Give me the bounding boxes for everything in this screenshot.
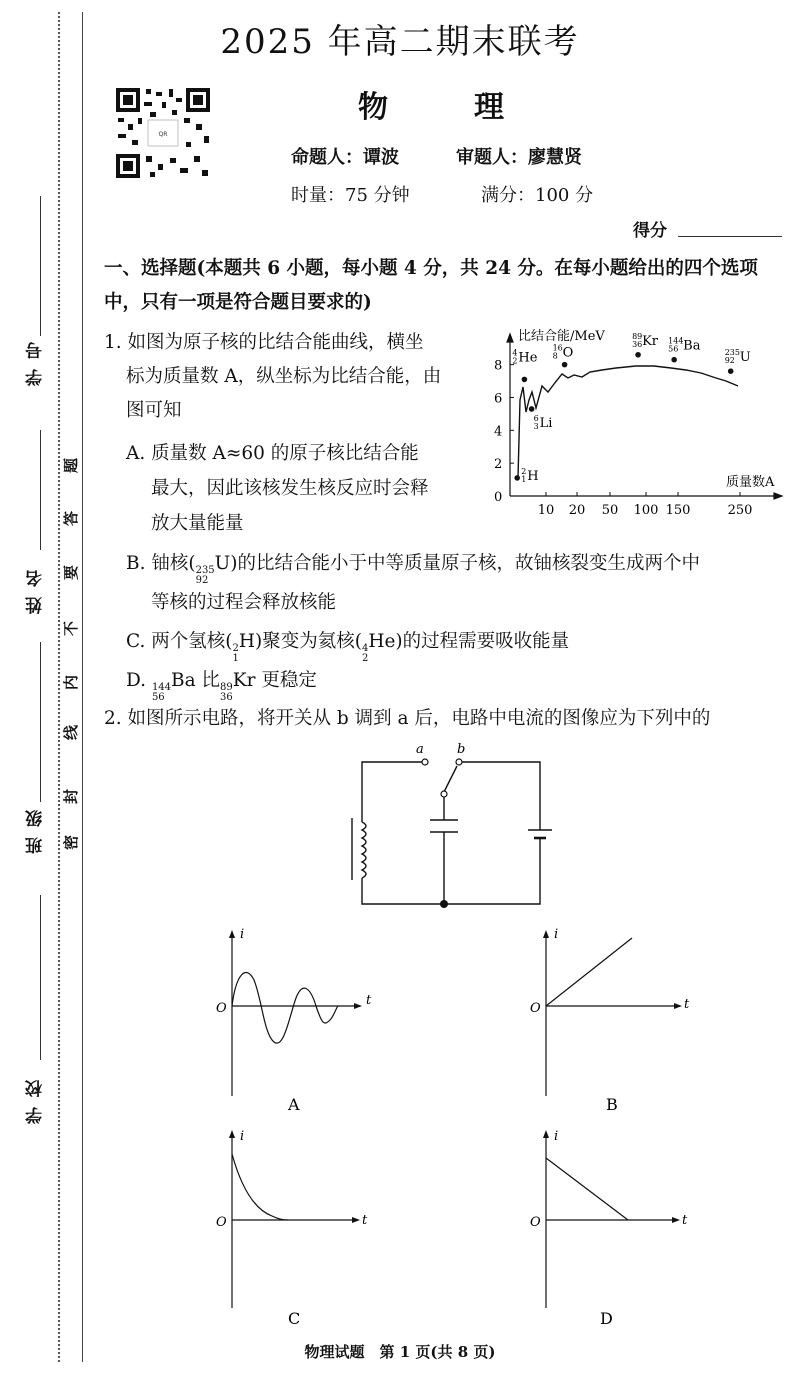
chart-x-arrow [774, 493, 782, 499]
chart-point-atomic-number: 3 [533, 421, 539, 431]
deuterium-mass: 2 [232, 643, 239, 654]
solid-binding-line [82, 12, 83, 1362]
q1-option-d-mid: Ba 比 [171, 670, 221, 691]
graph-b-letter: B [606, 1095, 618, 1114]
name-blank[interactable] [40, 430, 41, 550]
chart-data-point [522, 377, 528, 383]
q1-option-a-line: A. 质量数 A≈60 的原子核比结合能 [126, 443, 419, 464]
chart-y-tick-label: 6 [494, 391, 503, 407]
q1-option-c[interactable] [126, 629, 569, 664]
deuterium-z: 1 [232, 653, 239, 664]
graph-d-letter: D [600, 1309, 613, 1328]
graph-d-t-label: t [682, 1213, 688, 1228]
chart-x-tick-label: 50 [601, 503, 619, 518]
chart-x-label: 质量数A [726, 475, 775, 490]
chart-point-atomic-number: 56 [668, 344, 679, 354]
notice-char: 题 [62, 457, 81, 474]
q1-option-c-mid: H)聚变为氦核( [238, 631, 362, 652]
chart-x-tick-label: 100 [633, 503, 659, 518]
chart-data-point [671, 357, 677, 363]
chart-point-atomic-number: 2 [512, 356, 518, 366]
q1-option-c-text: He)的过程需要吸收能量 [368, 631, 570, 652]
q2-stem: 2. 如图所示电路，将开关从 b 调到 a 后，电路中电流的图像应为下列中的 [104, 708, 711, 729]
graph-option-d[interactable] [528, 1124, 698, 1330]
q1-option-c-prefix: C. 两个氢核( [126, 631, 233, 652]
graph-b-i-label: i [554, 927, 559, 942]
q1-option-d[interactable] [126, 668, 317, 703]
barium-mass: 144 [151, 682, 172, 693]
graph-b-t-arrow [674, 1003, 682, 1009]
exam-title: 2025 年高二期末联考 [220, 22, 580, 62]
graph-c-letter: C [288, 1309, 301, 1328]
graph-c-exponential-decay [232, 1154, 288, 1220]
chart-point-element-symbol: Li [539, 415, 553, 431]
q1-option-d-prefix: D. [126, 670, 152, 691]
chart-point-atomic-number: 1 [521, 474, 527, 484]
graph-c-t-arrow [352, 1217, 360, 1223]
notice-char: 内 [62, 674, 81, 691]
notice-char: 不 [62, 620, 81, 637]
chart-x-tick-label: 20 [568, 503, 586, 518]
class-blank[interactable] [40, 642, 41, 802]
section-heading [104, 252, 784, 320]
helium-mass: 4 [361, 643, 369, 654]
chart-point-element-symbol: Ba [683, 338, 701, 354]
graph-option-b[interactable] [528, 924, 698, 1114]
duration: 时量：75 分钟 [291, 185, 410, 206]
graph-b-linear-increase [546, 938, 632, 1006]
graph-b-origin: O [530, 1001, 541, 1016]
switch-contact-b[interactable] [456, 759, 462, 765]
chart-point-mass-number: 144 [668, 336, 684, 346]
chart-point-element-symbol: Kr [642, 333, 659, 349]
switch-blade [444, 766, 457, 792]
graph-a-i-arrow [229, 930, 235, 938]
q1-option-b-prefix: B. 铀核( [126, 553, 196, 574]
circuit-left-wire [362, 762, 422, 822]
chart-y-tick-label: 0 [494, 490, 503, 505]
chart-data-point [728, 368, 734, 374]
score-label: 得分 [633, 221, 667, 241]
inductor-coil-icon [362, 822, 366, 878]
notice-char: 线 [62, 724, 81, 741]
chart-point-atomic-number: 36 [632, 339, 643, 349]
graph-a-t-label: t [366, 993, 372, 1008]
full-score: 满分：100 分 [481, 185, 594, 206]
chart-point-atomic-number: 8 [552, 351, 558, 361]
chart-x-tick-label: 150 [665, 503, 691, 518]
chart-point-element-symbol: He [518, 350, 538, 366]
graph-d-t-arrow [672, 1217, 680, 1223]
krypton-z: 36 [220, 692, 233, 703]
graph-b-i-arrow [543, 930, 549, 938]
chart-data-point [635, 352, 641, 358]
switch-label-a: a [416, 742, 424, 757]
chart-point-mass-number: 16 [552, 343, 563, 353]
notice-char: 密 [62, 834, 81, 851]
graph-d-i-arrow [543, 1130, 549, 1138]
notice-char: 答 [62, 510, 81, 527]
school-blank[interactable] [40, 895, 41, 1060]
chart-point-element-symbol: U [739, 350, 751, 366]
chart-data-point [529, 406, 535, 412]
chart-point-mass-number: 6 [533, 413, 539, 423]
graph-c-i-label: i [240, 1129, 245, 1144]
student-id-label: 学 号 [26, 340, 46, 386]
graph-d-linear-decrease [546, 1158, 628, 1220]
q1-stem-line: 标为质量数 A，纵坐标为比结合能，由 [126, 366, 442, 387]
q1-stem-line: 1. 如图为原子核的比结合能曲线，横坐 [104, 332, 424, 353]
reviewer: 审题人：廖慧贤 [456, 147, 582, 168]
circuit-right-wire [460, 762, 540, 830]
q1-option-b-text: U)的比结合能小于中等质量原子核，故铀核裂变生成两个中 [214, 553, 700, 574]
q1-option-a-line: 最大，因此该核发生核反应时会释 [151, 478, 429, 499]
graph-a-i-label: i [240, 927, 245, 942]
q1-option-d-text: Kr 更稳定 [232, 670, 317, 691]
chart-point-mass-number: 4 [512, 348, 518, 358]
chart-point-mass-number: 235 [724, 348, 740, 358]
chart-point-mass-number: 2 [521, 466, 527, 476]
chart-point-element-symbol: O [562, 345, 574, 361]
chart-y-tick-label: 4 [494, 424, 503, 440]
chart-y-arrow [507, 334, 513, 342]
chart-x-tick-label: 10 [537, 503, 555, 518]
chart-point-atomic-number: 92 [724, 356, 735, 366]
chart-y-tick-label: 8 [494, 358, 503, 374]
q1-option-b[interactable] [126, 551, 700, 586]
graph-a-t-arrow [354, 1003, 362, 1009]
setter: 命题人：谭波 [291, 147, 399, 168]
graph-option-a[interactable] [212, 924, 372, 1114]
circuit-bottom-wire [362, 838, 540, 904]
chart-x-tick-label: 250 [727, 503, 753, 518]
graph-a-damped-oscillation [232, 972, 338, 1043]
junction-node [440, 900, 448, 908]
school-label: 学 校 [26, 1078, 46, 1124]
class-label: 班 级 [26, 808, 46, 854]
notice-char: 要 [62, 564, 81, 581]
chart-data-point [514, 475, 520, 481]
switch-pivot [441, 791, 447, 797]
graph-d-origin: O [530, 1215, 541, 1230]
graph-c-origin: O [216, 1215, 227, 1230]
q1-option-a-line: 放大量能量 [151, 513, 244, 534]
q1-stem-line: 图可知 [126, 400, 182, 421]
graph-c-t-label: t [362, 1213, 368, 1228]
switch-contact-a[interactable] [422, 759, 428, 765]
chart-point-mass-number: 89 [632, 331, 643, 341]
helium-z: 2 [361, 653, 369, 664]
graph-option-c[interactable] [212, 1124, 372, 1330]
krypton-mass: 89 [220, 682, 233, 693]
chart-y-label: 比结合能/MeV [518, 329, 605, 344]
graph-a-letter: A [288, 1095, 300, 1114]
lc-circuit-diagram [340, 742, 570, 916]
name-label: 姓 名 [26, 568, 46, 614]
switch-label-b: b [457, 742, 466, 757]
binding-energy-chart [486, 320, 786, 520]
chart-point-element-symbol: H [527, 468, 539, 484]
graph-c-i-arrow [229, 1130, 235, 1138]
page-footer: 物理试题 第 1 页(共 8 页) [304, 1343, 496, 1361]
subject-title: 物 理 [358, 90, 532, 125]
graph-d-i-label: i [554, 1129, 559, 1144]
notice-char: 封 [62, 788, 81, 805]
chart-y-tick-label: 2 [494, 457, 503, 473]
uranium-mass: 235 [195, 565, 215, 576]
q1-option-a[interactable] [126, 441, 419, 467]
graph-b-t-label: t [684, 997, 690, 1012]
graph-a-origin: O [216, 1001, 227, 1016]
q1-option-b-line: 等核的过程会释放核能 [151, 592, 337, 613]
score-blank[interactable] [678, 236, 782, 237]
svg-text:QR: QR [158, 131, 168, 138]
barium-z: 56 [151, 692, 165, 703]
student-id-blank[interactable] [40, 196, 41, 336]
section-heading-text: 一、选择题(本题共 6 小题，每小题 4 分，共 24 分。在每小题给出的四个选项中，只有一项是符合题目要求的) [104, 258, 758, 313]
uranium-z: 92 [195, 575, 209, 586]
chart-data-point [562, 362, 568, 368]
